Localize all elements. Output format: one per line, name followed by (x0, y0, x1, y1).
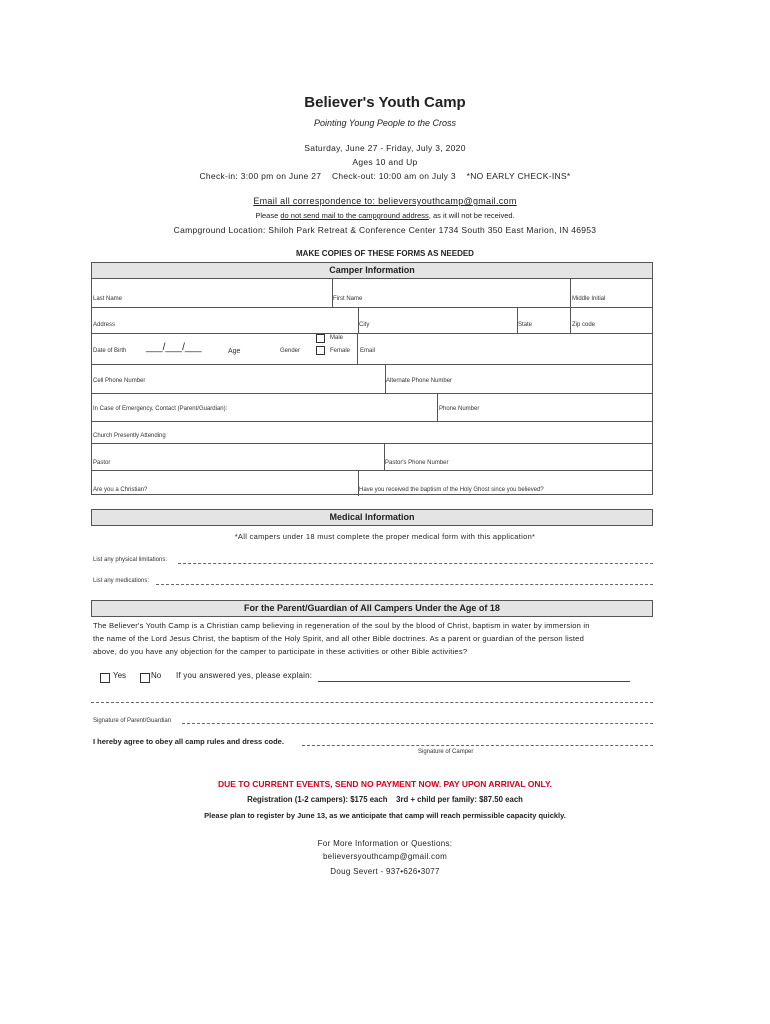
no-checkbox[interactable] (140, 673, 150, 683)
agree-statement: I hereby agree to obey all camp rules and dress code. (93, 737, 284, 746)
checkout-text: Check-out: 10:00 am on July 3 (331, 171, 456, 181)
church-field[interactable]: Church Presently Attending (93, 433, 166, 439)
pastor-field[interactable]: Pastor (93, 460, 111, 466)
emergency-phone-field[interactable]: Phone Number (439, 406, 480, 412)
female-label: Female (330, 348, 351, 354)
page-title: Believer's Youth Camp (304, 94, 466, 111)
male-label: Male (330, 335, 344, 341)
checkin-line (0, 171, 770, 181)
registration-price: Registration (1-2 campers): $175 each (247, 795, 388, 804)
physical-limitations-input[interactable] (178, 563, 653, 564)
guardian-paragraph-3: above, do you have any objection for the camper to participate in these activities or other Bible activities? (93, 647, 468, 656)
gender-label: Gender (280, 348, 301, 354)
age-field[interactable]: Age (228, 348, 241, 355)
pastor-phone-field[interactable]: Pastor's Phone Number (385, 460, 449, 466)
campground-location: Campground Location: Shiloh Park Retreat & Conference Center 1734 South 350 East Marion, IN 46953 (173, 225, 597, 235)
christian-question-field[interactable]: Are you a Christian? (93, 487, 148, 493)
explain-continuation-line[interactable] (91, 702, 653, 703)
dob-field[interactable]: ___/___/___ (146, 342, 202, 353)
guardian-header: For the Parent/Guardian of All Campers Under the Age of 18 (91, 600, 653, 617)
camper-signature-line[interactable] (302, 745, 653, 746)
camper-signature-label: Signature of Camper (418, 749, 474, 755)
checkin-text: Check-in: 3:00 pm on June 27 (199, 171, 322, 181)
female-checkbox[interactable] (316, 346, 325, 355)
explain-input[interactable] (318, 681, 630, 682)
page-subtitle: Pointing Young People to the Cross (314, 118, 456, 128)
third-child-price: 3rd + child per family: $87.50 each (396, 795, 523, 804)
medications-input[interactable] (156, 584, 653, 585)
guardian-signature-label: Signature of Parent/Guardian (93, 718, 172, 724)
pricing-line (0, 795, 770, 804)
no-label: No (151, 671, 162, 680)
more-info-label: For More Information or Questions: (317, 839, 453, 848)
male-checkbox[interactable] (316, 334, 325, 343)
middle-initial-field[interactable]: Middle Initial (572, 296, 606, 302)
guardian-signature-line[interactable] (182, 723, 653, 724)
email-field[interactable]: Email (360, 348, 376, 354)
contact-phone: Doug Severt - 937•626•3077 (330, 867, 440, 876)
address-field[interactable]: Address (93, 322, 116, 328)
physical-limitations-label: List any physical limitations: (93, 557, 168, 563)
state-field[interactable]: State (518, 322, 533, 328)
medications-label: List any medications: (93, 578, 150, 584)
payment-notice: DUE TO CURRENT EVENTS, SEND NO PAYMENT NOW. PAY UPON ARRIVAL ONLY. (217, 779, 553, 789)
register-by-note: Please plan to register by June 13, as we anticipate that camp will reach permissible capacity quickly. (204, 811, 566, 820)
mail-note-prefix: Please (255, 211, 281, 220)
yes-label: Yes (113, 671, 127, 680)
dob-label: Date of Birth (93, 348, 127, 354)
copies-note: MAKE COPIES OF THESE FORMS AS NEEDED (296, 249, 474, 258)
mail-note (0, 211, 770, 220)
first-name-field[interactable]: First Name (333, 296, 363, 302)
contact-email[interactable]: believersyouthcamp@gmail.com (322, 852, 448, 861)
alternate-phone-field[interactable]: Alternate Phone Number (386, 378, 453, 384)
mail-note-suffix: , as it will not be received. (428, 211, 515, 220)
email-correspondence-link[interactable]: Email all correspondence to: believersyouthcamp@gmail.com (253, 196, 517, 206)
cell-phone-field[interactable]: Cell Phone Number (93, 378, 146, 384)
zip-code-field[interactable]: Zip code (572, 322, 596, 328)
guardian-paragraph-1: The Believer's Youth Camp is a Christian camp believing in regeneration of the soul by the blood of Christ, baptism in water by immersion in (93, 621, 590, 630)
explain-label: If you answered yes, please explain: (176, 671, 313, 680)
guardian-paragraph-2: the name of the Lord Jesus Christ, the baptism of the Holy Spirit, and all other Bible doctrines. As a parent or guardian of the person listed (93, 634, 585, 643)
medical-note: *All campers under 18 must complete the proper medical form with this application* (234, 532, 536, 541)
city-field[interactable]: City (359, 322, 370, 328)
last-name-field[interactable]: Last Name (93, 296, 123, 302)
camper-info-grid (91, 278, 653, 495)
no-early-text: *NO EARLY CHECK-INS* (466, 171, 571, 181)
camper-info-header: Camper Information (91, 262, 653, 279)
camp-ages: Ages 10 and Up (352, 157, 418, 167)
baptism-question-field[interactable]: Have you received the baptism of the Holy Ghost since you believed? (359, 487, 544, 493)
yes-checkbox[interactable] (100, 673, 110, 683)
medical-info-header: Medical Information (91, 509, 653, 526)
mail-note-underlined: do not send mail to the campground address (280, 211, 429, 220)
emergency-contact-field[interactable]: In Case of Emergency, Contact (Parent/Guardian): (93, 406, 228, 412)
camp-dates: Saturday, June 27 - Friday, July 3, 2020 (304, 143, 466, 153)
